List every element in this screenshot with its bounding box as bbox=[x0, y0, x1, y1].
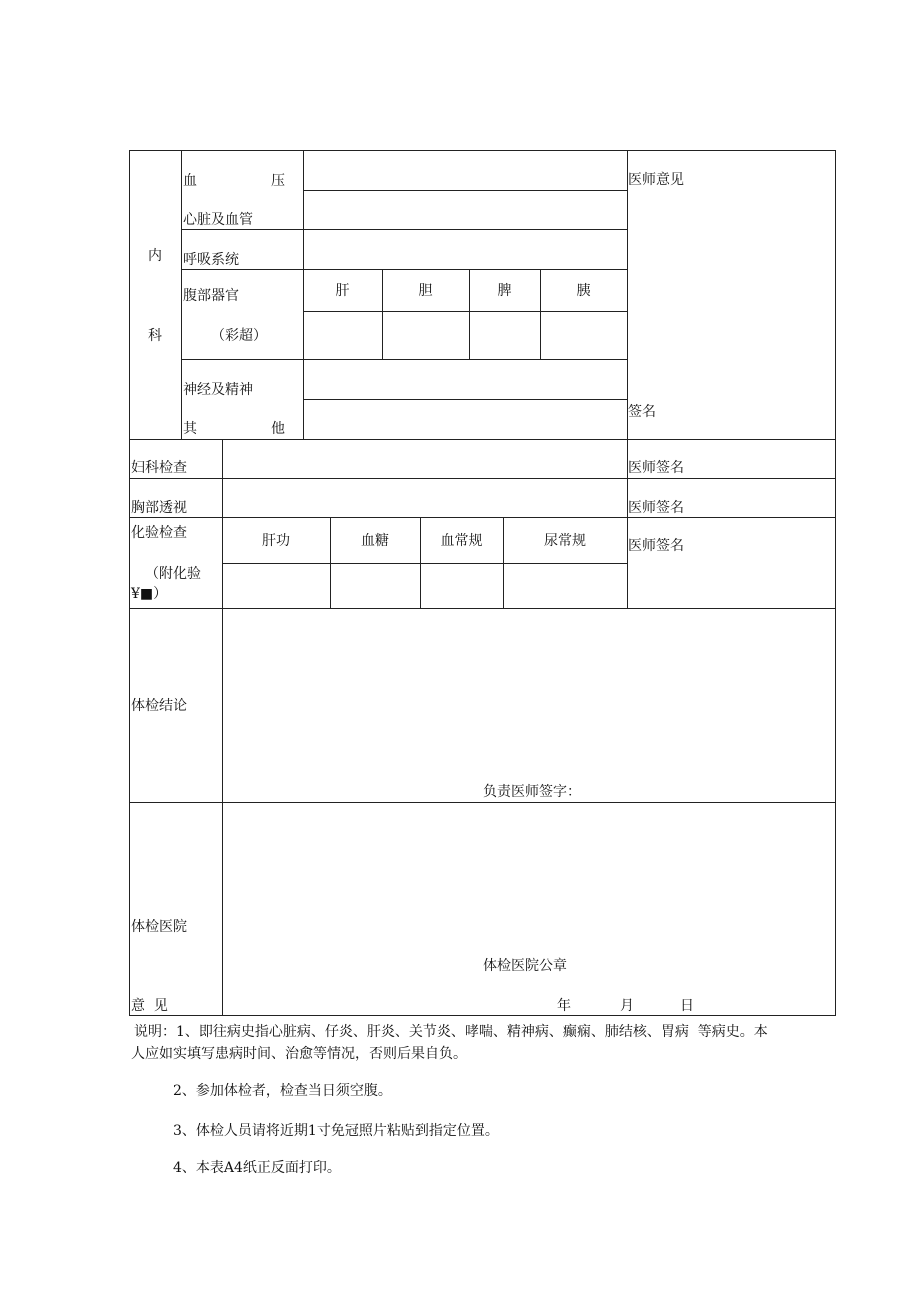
organ-pancreas-field[interactable] bbox=[541, 312, 626, 358]
divider bbox=[181, 269, 627, 270]
lab-attach-label-a: （附化验 bbox=[145, 566, 201, 582]
hospital-label-b: 意 见 bbox=[131, 998, 168, 1014]
doctor-opinion-label: 医师意见 bbox=[628, 172, 684, 188]
blood-pressure-label-a: 血 bbox=[183, 173, 197, 189]
conclusion-field[interactable] bbox=[223, 609, 834, 801]
date-month-label: 月 bbox=[620, 998, 634, 1014]
heart-label: 心脏及血管 bbox=[183, 212, 253, 228]
blood-pressure-label-b: 压 bbox=[271, 173, 285, 189]
note-line-1: 说明：1、即往病史指心脏病、仔炎、肝炎、关节炎、哮喘、精神病、癫痫、肺结核、胃病 等病史。本 bbox=[134, 1024, 768, 1040]
conclusion-doctor-sign: 负责医师签字： bbox=[483, 784, 581, 800]
gyn-doctor-sign: 医师签名 bbox=[628, 460, 684, 476]
organ-spleen-label: 脾 bbox=[497, 283, 512, 299]
divider bbox=[129, 517, 836, 518]
respiratory-field[interactable] bbox=[304, 230, 626, 268]
conclusion-label: 体检结论 bbox=[131, 698, 187, 714]
organ-gallbladder-field[interactable] bbox=[383, 312, 468, 358]
other-label-a: 其 bbox=[183, 421, 197, 437]
lab-urine-routine-field[interactable] bbox=[504, 564, 626, 607]
neuro-label: 神经及精神 bbox=[183, 382, 253, 398]
table-border-bottom bbox=[129, 1015, 836, 1016]
lab-blood-sugar-field[interactable] bbox=[331, 564, 419, 607]
lab-attach-label-b: ¥■） bbox=[131, 586, 168, 602]
neike-signature-label: 签名 bbox=[628, 404, 656, 420]
lab-liver-function-field[interactable] bbox=[223, 564, 329, 607]
table-border-left bbox=[129, 150, 130, 1016]
lab-item-urine-routine: 尿常规 bbox=[544, 533, 586, 549]
organ-spleen-field[interactable] bbox=[470, 312, 539, 358]
neuro-field[interactable] bbox=[304, 360, 626, 398]
date-year-label: 年 bbox=[557, 998, 571, 1014]
divider bbox=[181, 150, 182, 439]
note-line-2: 人应如实填写患病时间、治愈等情况，否则后果自负。 bbox=[131, 1046, 467, 1062]
lab-item-blood-sugar: 血糖 bbox=[361, 533, 389, 549]
lab-blood-routine-field[interactable] bbox=[421, 564, 502, 607]
organ-pancreas-label: 胰 bbox=[576, 283, 591, 299]
note-item-4: 4、本表A4纸正反面打印。 bbox=[173, 1160, 341, 1176]
gyn-label: 妇科检查 bbox=[131, 460, 187, 476]
chest-field[interactable] bbox=[223, 479, 626, 516]
hospital-opinion-field[interactable] bbox=[223, 803, 834, 1014]
lab-label: 化验检查 bbox=[131, 525, 187, 541]
other-label-b: 他 bbox=[271, 421, 285, 437]
lab-doctor-sign: 医师签名 bbox=[628, 538, 684, 554]
neike-label-bottom: 科 bbox=[148, 328, 162, 344]
lab-item-blood-routine: 血常规 bbox=[440, 533, 483, 549]
hospital-seal-label: 体检医院公章 bbox=[483, 958, 567, 974]
chest-label: 胸部透视 bbox=[131, 500, 187, 516]
heart-field[interactable] bbox=[304, 191, 626, 228]
table-border-right bbox=[835, 150, 836, 1016]
hospital-label-a: 体检医院 bbox=[131, 919, 187, 935]
organ-liver-label: 肝 bbox=[335, 283, 350, 299]
organ-gallbladder-label: 胆 bbox=[418, 283, 433, 299]
date-day-label: 日 bbox=[680, 998, 694, 1014]
note-item-3: 3、体检人员请将近期1寸免冠照片粘贴到指定位置。 bbox=[173, 1123, 499, 1139]
blood-pressure-field[interactable] bbox=[304, 151, 626, 189]
chest-doctor-sign: 医师签名 bbox=[628, 500, 684, 516]
other-field[interactable] bbox=[304, 400, 626, 438]
organ-liver-field[interactable] bbox=[304, 312, 381, 358]
respiratory-label: 呼吸系统 bbox=[183, 252, 239, 268]
neike-label-top: 内 bbox=[148, 248, 162, 264]
lab-item-liver-function: 肝功 bbox=[262, 533, 290, 549]
ultrasound-label: （彩超） bbox=[211, 328, 267, 344]
abdominal-label: 腹部器官 bbox=[183, 288, 239, 304]
gyn-field[interactable] bbox=[223, 440, 626, 477]
note-item-2: 2、参加体检者，检查当日须空腹。 bbox=[173, 1083, 392, 1099]
